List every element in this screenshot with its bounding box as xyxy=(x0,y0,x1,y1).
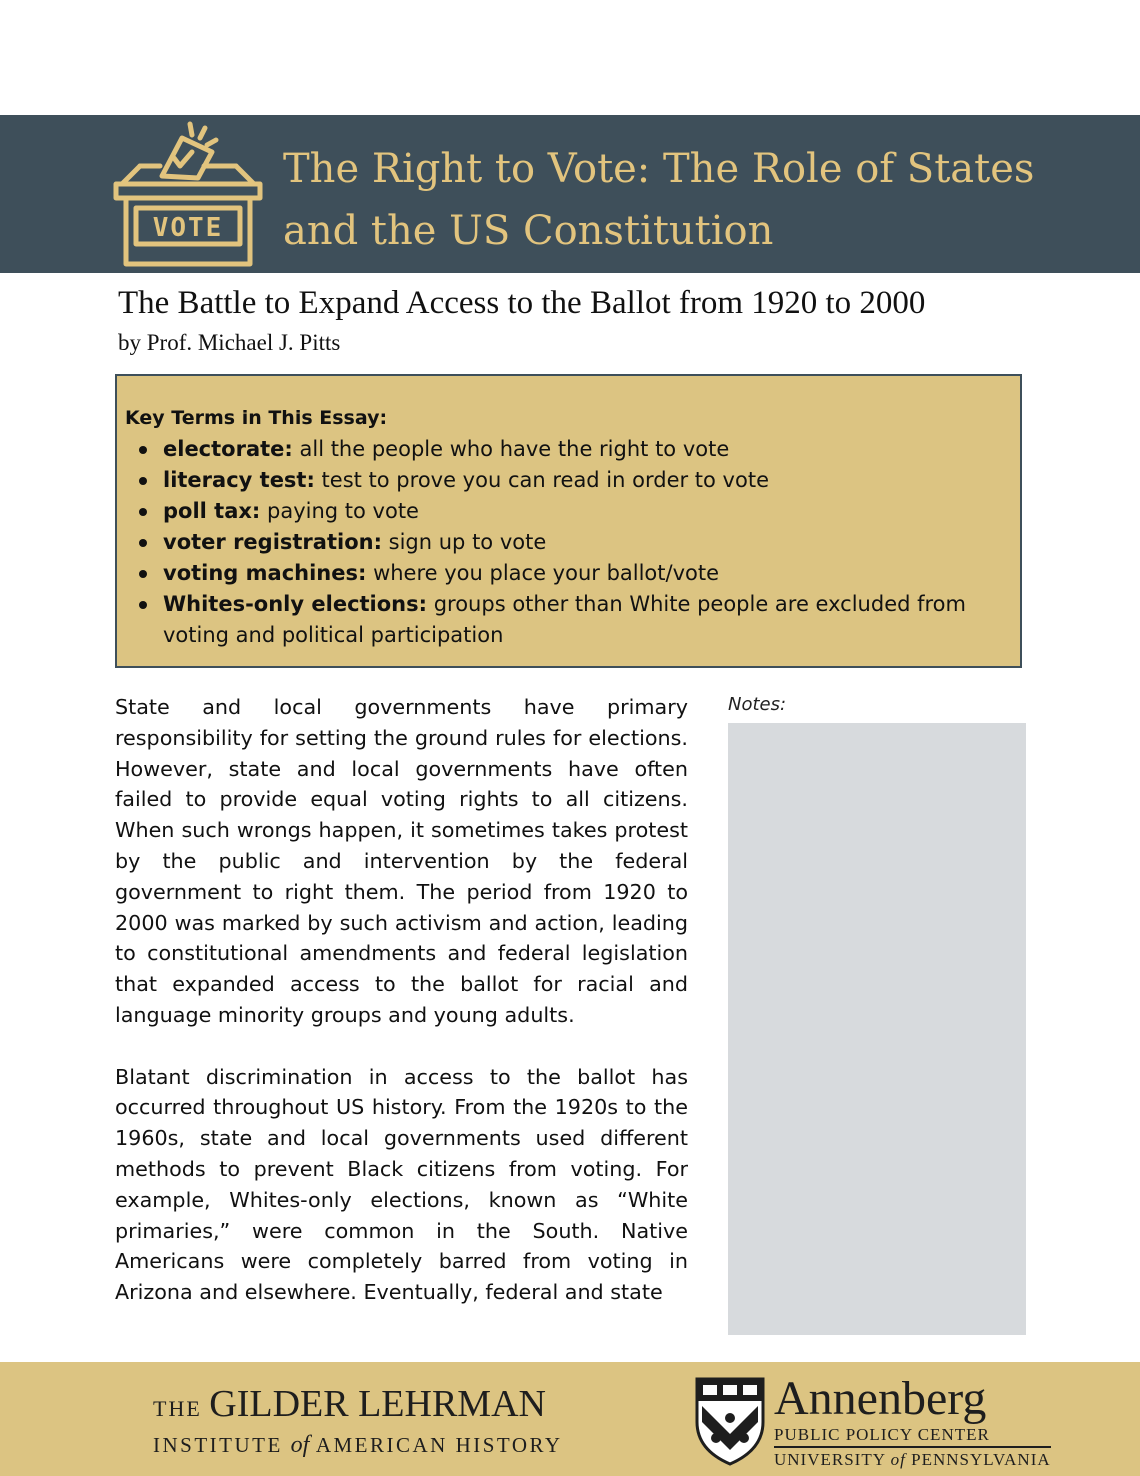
notes-label: Notes: xyxy=(728,694,787,715)
annenberg-pennsylvania: PENNSYLVANIA xyxy=(905,1450,1051,1469)
gl-american-history: AMERICAN HISTORY xyxy=(309,1433,563,1457)
author-byline: by Prof. Michael J. Pitts xyxy=(118,330,341,355)
essay-paragraph: Blatant discrimination in access to the ballot has occurred throughout US history. From the 1920s to the 1960s, state and local governments used different methods to prevent Black citizens from voting. For example, Whites-only elections, known as “White primaries,” were common in the South. Native Americans were completely barred from voting in Arizona and elsewhere. Eventually, federal and state xyxy=(115,1064,688,1305)
annenberg-university: UNIVERSITY xyxy=(774,1450,891,1469)
ballot-box-label: VOTE xyxy=(152,213,224,243)
annenberg-logo xyxy=(774,1374,1051,1472)
key-term-item xyxy=(125,465,1020,496)
annenberg-of: of xyxy=(890,1450,906,1469)
key-term-definition: groups other than White people are excluded from voting and political participation xyxy=(163,592,966,647)
key-terms-heading: Key Terms in This Essay: xyxy=(125,407,388,429)
key-term-definition: all the people who have the right to vote xyxy=(292,437,730,461)
key-term-word: electorate: xyxy=(163,437,293,461)
key-term-word: Whites-only elections: xyxy=(163,592,428,616)
gl-institute: INSTITUTE xyxy=(153,1433,291,1457)
annenberg-name: Annenberg xyxy=(774,1372,987,1425)
key-term-definition: where you place your ballot/vote xyxy=(366,561,720,585)
key-term-word: literacy test: xyxy=(163,468,315,492)
key-term-definition: test to prove you can read in order to vote xyxy=(314,468,769,492)
essay-subtitle: The Battle to Expand Access to the Ballot from 1920 to 2000 xyxy=(118,285,926,321)
key-terms-list xyxy=(125,434,1020,651)
key-term-word: voter registration: xyxy=(163,530,382,554)
gl-name: GILDER LEHRMAN xyxy=(209,1383,546,1425)
key-term-definition: paying to vote xyxy=(260,499,419,523)
ballot-box-icon xyxy=(112,120,264,270)
key-term-item xyxy=(125,558,1020,589)
penn-shield-icon xyxy=(694,1376,766,1466)
key-term-item xyxy=(125,589,1020,651)
notes-area[interactable] xyxy=(728,723,1026,1335)
key-term-item xyxy=(125,434,1020,465)
gilder-lehrman-logo xyxy=(153,1384,583,1459)
key-term-word: poll tax: xyxy=(163,499,261,523)
gl-the: THE xyxy=(153,1396,210,1421)
key-term-definition: sign up to vote xyxy=(381,530,547,554)
key-term-word: voting machines: xyxy=(163,561,367,585)
page-title: The Right to Vote: The Role of States and the US Constitution xyxy=(283,146,1035,254)
key-terms-box xyxy=(115,374,1022,668)
key-term-item xyxy=(125,527,1020,558)
essay-paragraph: State and local governments have primary responsibility for setting the ground rules for elections. However, state and local governments have often failed to provide equal voting rights to all citizens. When such wrongs happen, it sometimes takes protest by the public and intervention by the federal government to right them. The period from 1920 to 2000 was marked by such activism and action, leading to constitutional amendments and federal legislation that expanded access to the ballot for racial and language minority groups and young adults. xyxy=(115,695,688,1027)
gl-of: of xyxy=(290,1432,310,1458)
essay-body xyxy=(115,692,688,1339)
key-term-item xyxy=(125,496,1020,527)
annenberg-center: PUBLIC POLICY CENTER xyxy=(774,1424,1051,1448)
